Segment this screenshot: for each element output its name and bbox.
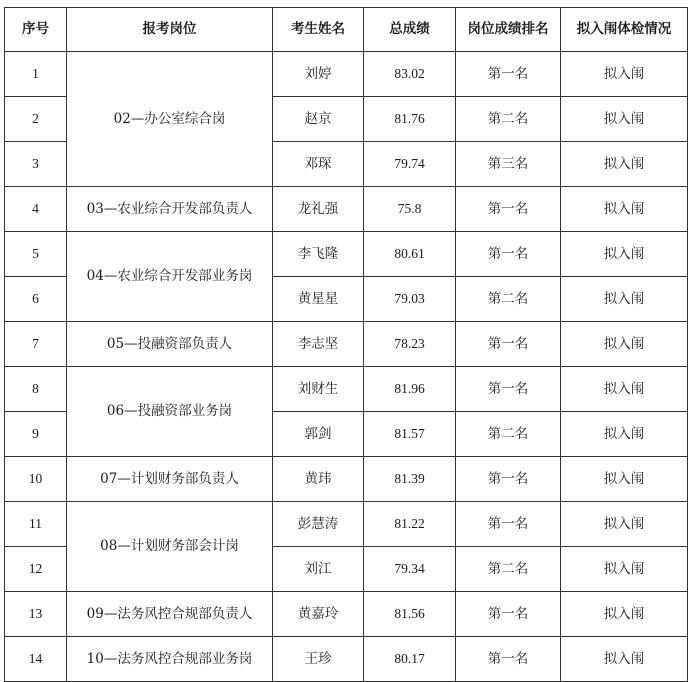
position-cell: 05—投融资部负责人 [67, 322, 273, 367]
row-no: 7 [5, 322, 67, 367]
position-rank: 第二名 [456, 277, 561, 322]
total-score: 81.96 [364, 367, 456, 412]
table-row [5, 187, 688, 232]
row-no: 11 [5, 502, 67, 547]
position-rank: 第一名 [456, 322, 561, 367]
position-cell: 08—计划财务部会计岗 [67, 502, 273, 592]
candidate-name: 刘江 [273, 547, 364, 592]
position-rank: 第一名 [456, 637, 561, 682]
row-no: 3 [5, 142, 67, 187]
position-rank: 第一名 [456, 502, 561, 547]
total-score: 81.56 [364, 592, 456, 637]
position-rank: 第一名 [456, 457, 561, 502]
exam-status: 拟入闱 [561, 502, 688, 547]
candidate-name: 邓琛 [273, 142, 364, 187]
position-rank: 第一名 [456, 52, 561, 97]
exam-status: 拟入闱 [561, 412, 688, 457]
position-cell: 10—法务风控合规部业务岗 [67, 637, 273, 682]
candidate-name: 黄玮 [273, 457, 364, 502]
table-row [5, 637, 688, 682]
exam-status: 拟入闱 [561, 637, 688, 682]
position-cell: 04—农业综合开发部业务岗 [67, 232, 273, 322]
exam-status: 拟入闱 [561, 592, 688, 637]
header-position: 报考岗位 [67, 8, 273, 52]
exam-status: 拟入闱 [561, 547, 688, 592]
position-cell: 03—农业综合开发部负责人 [67, 187, 273, 232]
table-row [5, 457, 688, 502]
total-score: 81.57 [364, 412, 456, 457]
position-cell: 06—投融资部业务岗 [67, 367, 273, 457]
header-no: 序号 [5, 8, 67, 52]
exam-status: 拟入闱 [561, 97, 688, 142]
position-rank: 第二名 [456, 412, 561, 457]
total-score: 81.39 [364, 457, 456, 502]
header-row [5, 8, 688, 52]
candidate-name: 龙礼强 [273, 187, 364, 232]
candidate-name: 彭慧涛 [273, 502, 364, 547]
table-row [5, 52, 688, 97]
exam-status: 拟入闱 [561, 367, 688, 412]
row-no: 1 [5, 52, 67, 97]
row-no: 13 [5, 592, 67, 637]
position-rank: 第二名 [456, 97, 561, 142]
total-score: 79.74 [364, 142, 456, 187]
exam-status: 拟入闱 [561, 187, 688, 232]
position-rank: 第一名 [456, 187, 561, 232]
header-status: 拟入闱体检情况 [561, 8, 688, 52]
table-row [5, 232, 688, 277]
row-no: 4 [5, 187, 67, 232]
total-score: 79.03 [364, 277, 456, 322]
candidate-name: 王珍 [273, 637, 364, 682]
position-cell: 09—法务风控合规部负责人 [67, 592, 273, 637]
position-rank: 第一名 [456, 367, 561, 412]
position-cell: 02—办公室综合岗 [67, 52, 273, 187]
exam-status: 拟入闱 [561, 142, 688, 187]
row-no: 9 [5, 412, 67, 457]
position-rank: 第三名 [456, 142, 561, 187]
total-score: 81.22 [364, 502, 456, 547]
position-rank: 第二名 [456, 547, 561, 592]
total-score: 78.23 [364, 322, 456, 367]
position-rank: 第一名 [456, 232, 561, 277]
row-no: 14 [5, 637, 67, 682]
exam-status: 拟入闱 [561, 322, 688, 367]
results-table [4, 7, 688, 682]
table-row [5, 367, 688, 412]
total-score: 75.8 [364, 187, 456, 232]
exam-status: 拟入闱 [561, 277, 688, 322]
header-name: 考生姓名 [273, 8, 364, 52]
candidate-name: 刘财生 [273, 367, 364, 412]
candidate-name: 黄星星 [273, 277, 364, 322]
exam-status: 拟入闱 [561, 457, 688, 502]
candidate-name: 赵京 [273, 97, 364, 142]
table-row [5, 322, 688, 367]
total-score: 80.61 [364, 232, 456, 277]
row-no: 6 [5, 277, 67, 322]
row-no: 8 [5, 367, 67, 412]
candidate-name: 郭剑 [273, 412, 364, 457]
exam-status: 拟入闱 [561, 52, 688, 97]
exam-status: 拟入闱 [561, 232, 688, 277]
header-score: 总成绩 [364, 8, 456, 52]
table-row [5, 502, 688, 547]
candidate-name: 李志坚 [273, 322, 364, 367]
row-no: 12 [5, 547, 67, 592]
table-row [5, 592, 688, 637]
total-score: 81.76 [364, 97, 456, 142]
total-score: 80.17 [364, 637, 456, 682]
candidate-name: 黄嘉玲 [273, 592, 364, 637]
row-no: 10 [5, 457, 67, 502]
position-cell: 07—计划财务部负责人 [67, 457, 273, 502]
total-score: 83.02 [364, 52, 456, 97]
row-no: 5 [5, 232, 67, 277]
header-rank: 岗位成绩排名 [456, 8, 561, 52]
total-score: 79.34 [364, 547, 456, 592]
position-rank: 第一名 [456, 592, 561, 637]
candidate-name: 李飞隆 [273, 232, 364, 277]
row-no: 2 [5, 97, 67, 142]
candidate-name: 刘婷 [273, 52, 364, 97]
